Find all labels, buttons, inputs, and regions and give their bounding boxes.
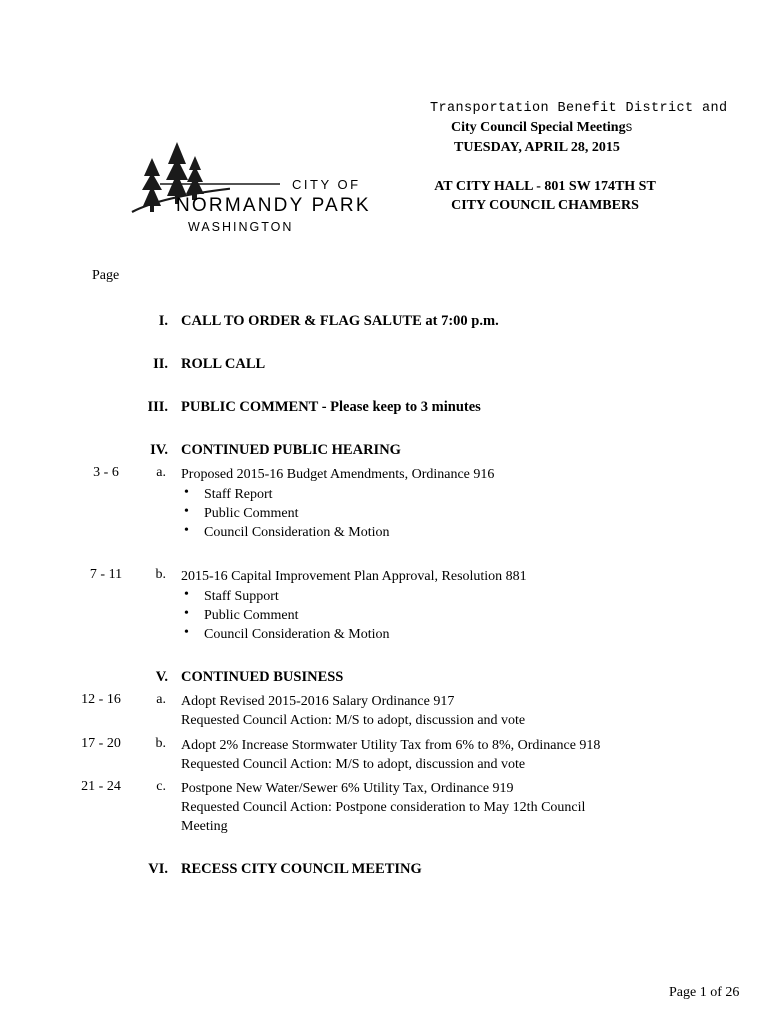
item-5b-letter: b.: [155, 736, 166, 751]
section-2-title: ROLL CALL: [181, 356, 266, 372]
item-4b-letter: b.: [155, 567, 166, 582]
item-5b-pages: 17 - 20: [81, 736, 121, 751]
logo-city-of: CITY OF: [292, 177, 361, 192]
item-4b-pages: 7 - 11: [89, 567, 123, 582]
item-5b-text: Adopt 2% Increase Stormwater Utility Tax from 6% to 8%, Ordinance 918: [181, 738, 601, 753]
item-5c-action: Requested Council Action: Postpone consideration to May 12th Council: [181, 800, 586, 815]
section-4-number: IV.: [150, 442, 168, 458]
section-5-title: CONTINUED BUSINESS: [181, 669, 344, 685]
section-1-title: CALL TO ORDER & FLAG SALUTE at 7:00 p.m.: [181, 313, 499, 329]
item-5a-letter: a.: [156, 692, 166, 707]
section-3-title: PUBLIC COMMENT - Please keep to 3 minutes: [181, 399, 481, 415]
page-column-label: Page: [92, 268, 120, 283]
item-4a-bullet-2: Public Comment: [204, 506, 299, 521]
section-5-number: V.: [155, 669, 168, 685]
item-4a-text: Proposed 2015-16 Budget Amendments, Ordinance 916: [181, 467, 495, 482]
bullet-dot: •: [184, 485, 189, 500]
header-line-3: TUESDAY, APRIL 28, 2015: [454, 140, 620, 155]
page-number: Page 1 of 26: [669, 985, 740, 1000]
header-line-2: [451, 118, 632, 139]
header-line-4: AT CITY HALL - 801 SW 174TH ST: [434, 179, 656, 194]
item-4a-letter: a.: [156, 465, 166, 480]
section-1-number: I.: [158, 313, 168, 329]
item-4b-text: 2015-16 Capital Improvement Plan Approval, Resolution 881: [181, 569, 527, 584]
item-5c-text: Postpone New Water/Sewer 6% Utility Tax, Ordinance 919: [181, 781, 514, 796]
section-6-title: RECESS CITY COUNCIL MEETING: [181, 861, 422, 877]
bullet-dot: •: [184, 523, 189, 538]
item-4b-bullet-2: Public Comment: [204, 608, 299, 623]
item-4b-bullet-1: Staff Support: [204, 589, 279, 604]
bullet-dot: •: [184, 587, 189, 602]
item-5a-pages: 12 - 16: [81, 692, 121, 707]
header-line-2-mark: S: [625, 123, 633, 135]
city-logo: [130, 138, 390, 238]
item-5c-letter: c.: [156, 779, 166, 794]
item-4a-bullet-3: Council Consideration & Motion: [204, 525, 390, 540]
header-line-1: Transportation Benefit District and: [430, 101, 728, 116]
logo-state: WASHINGTON: [188, 220, 294, 234]
item-4b-bullet-3: Council Consideration & Motion: [204, 627, 390, 642]
bullet-dot: •: [184, 625, 189, 640]
item-5c-action-continued: Meeting: [181, 819, 228, 834]
item-4a-bullet-1: Staff Report: [204, 487, 273, 502]
header-line-2-text: City Council Special Meeting: [451, 120, 626, 135]
item-5a-action: Requested Council Action: M/S to adopt, discussion and vote: [181, 713, 526, 728]
section-4-title: CONTINUED PUBLIC HEARING: [181, 442, 401, 458]
section-3-number: III.: [147, 399, 168, 415]
item-5a-text: Adopt Revised 2015-2016 Salary Ordinance 917: [181, 694, 455, 709]
bullet-dot: •: [184, 606, 189, 621]
section-6-number: VI.: [148, 861, 168, 877]
item-4a-pages: 3 - 6: [93, 465, 119, 480]
item-5c-pages: 21 - 24: [81, 779, 121, 794]
logo-name: NORMANDY PARK: [176, 195, 371, 216]
bullet-dot: •: [184, 504, 189, 519]
header-line-5: CITY COUNCIL CHAMBERS: [451, 198, 639, 213]
item-5b-action: Requested Council Action: M/S to adopt, discussion and vote: [181, 757, 526, 772]
section-2-number: II.: [153, 356, 168, 372]
